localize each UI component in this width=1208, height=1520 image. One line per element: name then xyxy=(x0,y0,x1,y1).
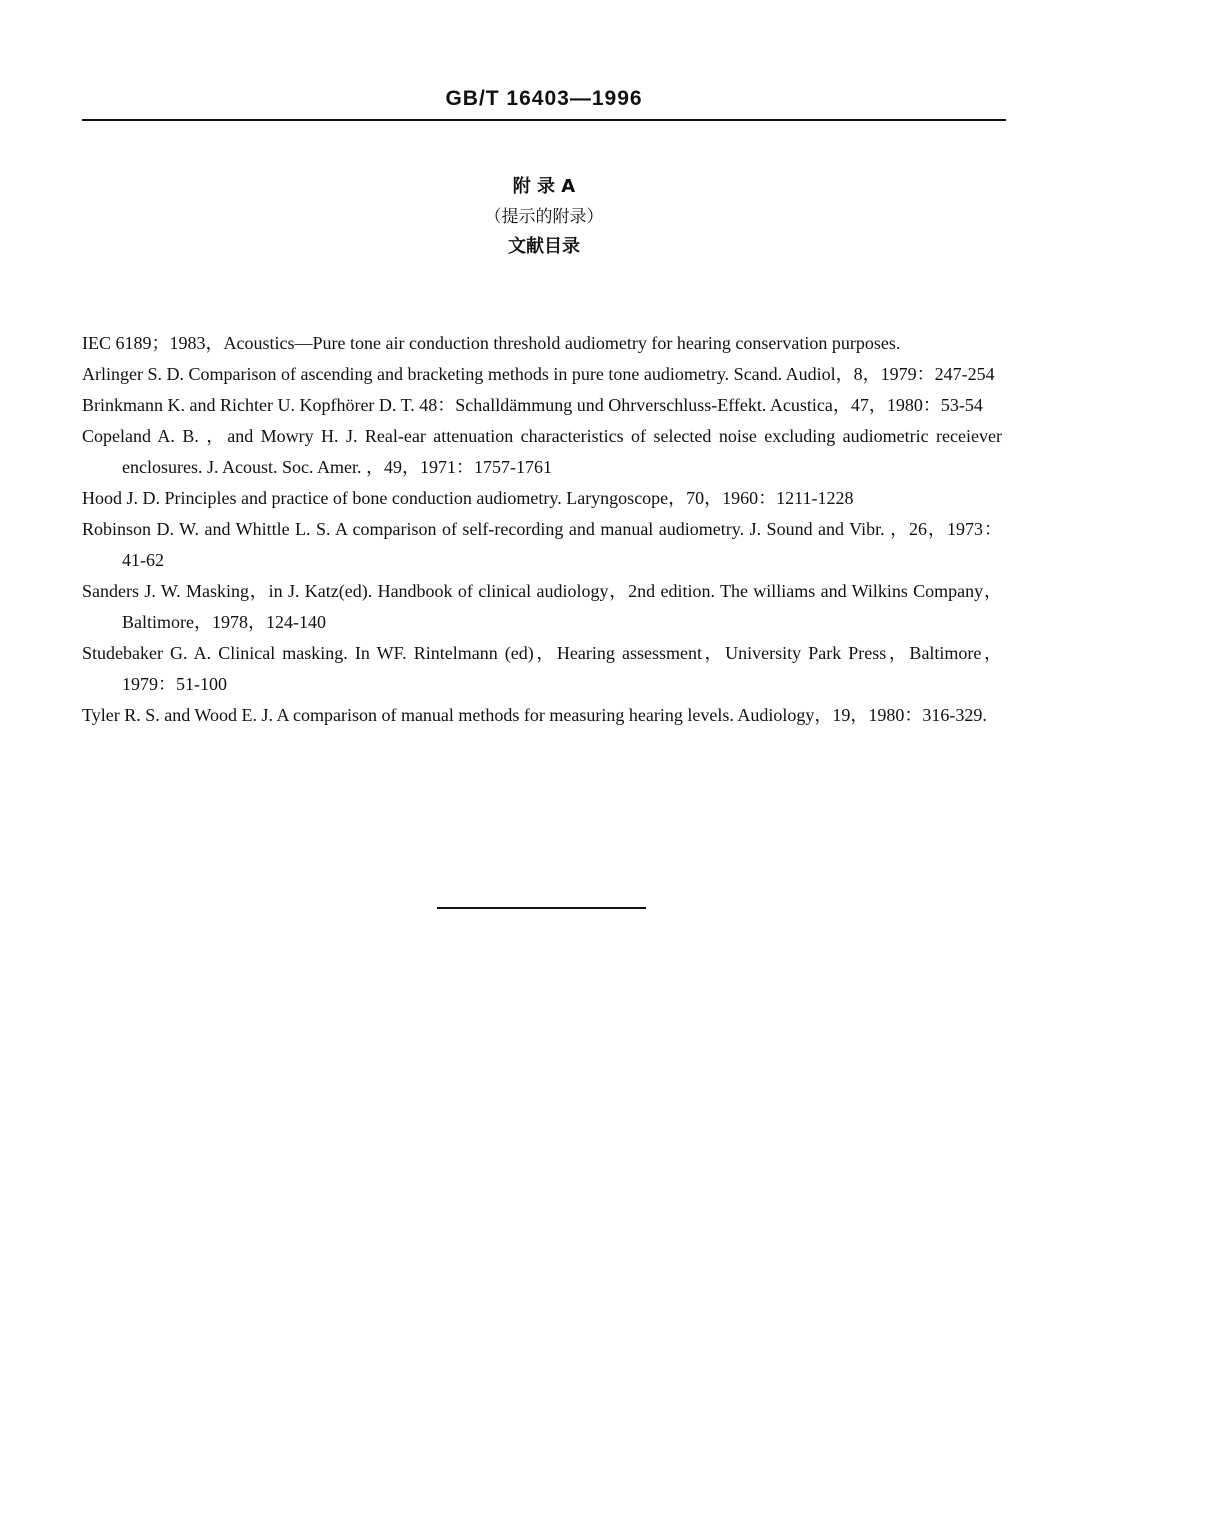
reference-item: Sanders J. W. Masking，in J. Katz(ed). Handbook of clinical audiology，2nd edition. The williams and Wilkins Company，Baltimore，1978，124-140 xyxy=(82,581,1002,632)
header-rule xyxy=(82,119,1006,121)
appendix-heading xyxy=(0,172,1088,262)
end-of-document-rule xyxy=(437,907,646,909)
reference-item: Robinson D. W. and Whittle L. S. A comparison of self-recording and manual audiometry. J. Sound and Vibr. ，26，1973：41-62 xyxy=(82,519,1002,570)
reference-item: Hood J. D. Principles and practice of bone conduction audiometry. Laryngoscope，70，1960：1211-1228 xyxy=(82,488,854,508)
bibliography-title: 文献目录 xyxy=(508,236,580,257)
reference-item: Tyler R. S. and Wood E. J. A comparison of manual methods for measuring hearing levels. Audiology，19，1980：316-329. xyxy=(82,705,987,725)
reference-item: Studebaker G. A. Clinical masking. In WF. Rintelmann (ed)，Hearing assessment，University Park Press，Baltimore，1979：51-100 xyxy=(82,643,1002,694)
standard-number: GB/T 16403—1996 xyxy=(445,87,643,110)
reference-item: Copeland A. B. ，and Mowry H. J. Real-ear attenuation characteristics of selected noise excluding audiometric receiever enclosures. J. Acoust. Soc. Amer. ，49，1971：1757-1761 xyxy=(82,426,1002,477)
reference-item: Arlinger S. D. Comparison of ascending and bracketing methods in pure tone audiometry. Scand. Audiol，8，1979：247-254 xyxy=(82,364,995,384)
page-header xyxy=(82,84,1006,114)
appendix-subtitle: （提示的附录） xyxy=(484,207,604,227)
appendix-title: 附 录 A xyxy=(512,176,576,197)
reference-list xyxy=(82,328,1002,731)
reference-item: IEC 6189；1983，Acoustics—Pure tone air conduction threshold audiometry for hearing conservation purposes. xyxy=(82,333,901,353)
reference-item: Brinkmann K. and Richter U. Kopfhörer D. T. 48：Schalldämmung und Ohrverschluss-Effekt. Acustica，47，1980：53-54 xyxy=(82,395,983,415)
